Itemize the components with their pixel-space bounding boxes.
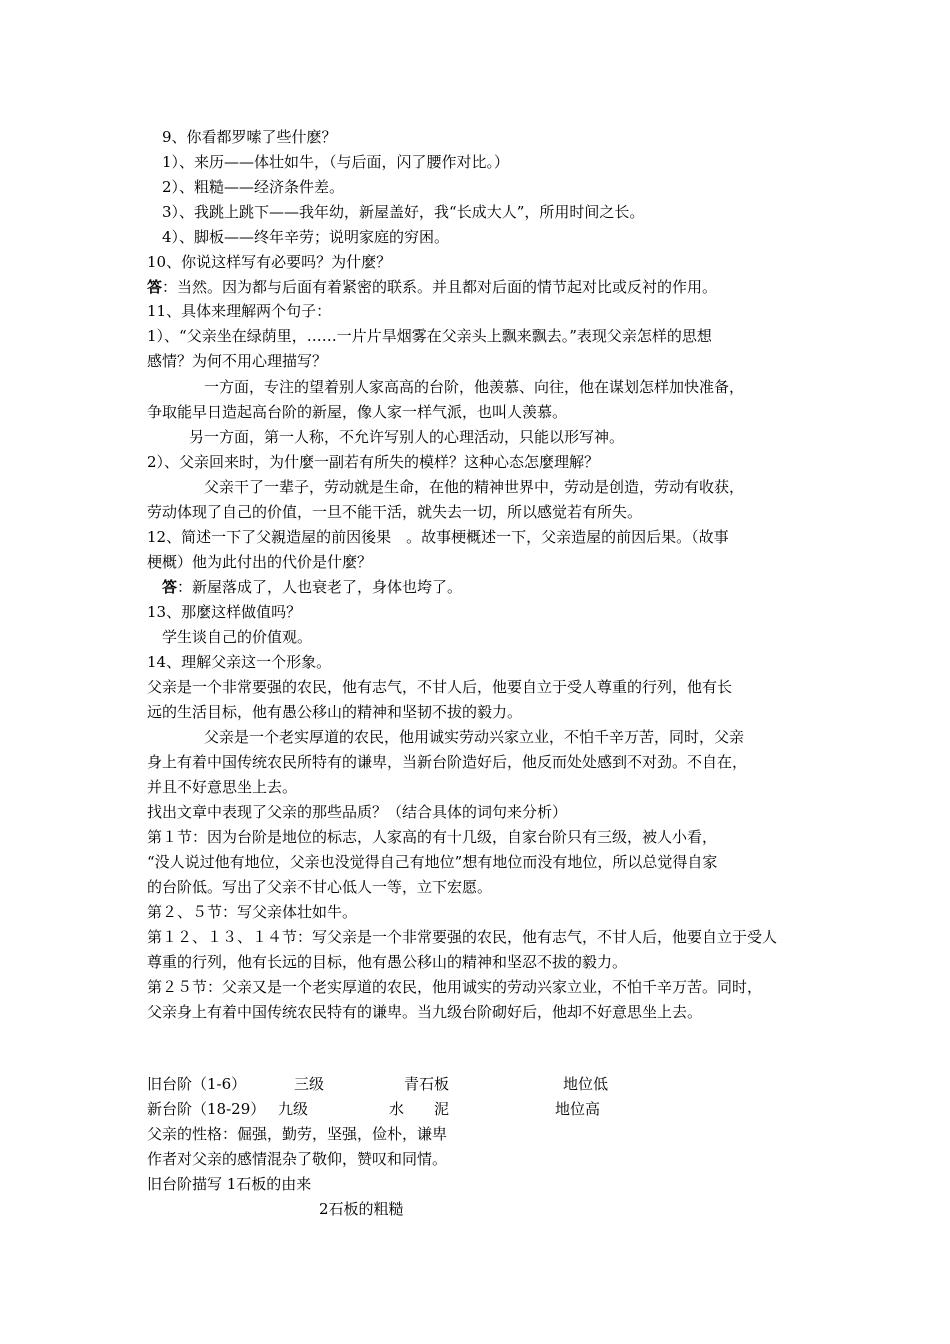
q12-answer xyxy=(162,578,462,596)
q11-s1-answer-line1: 一方面，专注的望着别人家高高的台阶，他羡慕、向往，他在谋划怎样加快准备， xyxy=(204,378,745,396)
q14-p2-line2: 身上有着中国传统农民所特有的谦卑，当新台阶造好后，他反而处处感到不对劲。不自在， xyxy=(147,753,748,771)
q11-s2-answer-line2: 劳动体现了自己的价值，一旦不能干活，就失去一切，所以感觉若有所失。 xyxy=(147,503,643,521)
q9-title: 9、你看都罗嗦了些什麽？ xyxy=(162,128,337,146)
answer-label: 答 xyxy=(147,278,163,296)
analysis-s1-line1: 第１节：因为台阶是地位的标志，人家高的有十几级，自家台阶只有三级，被人小看， xyxy=(147,828,718,846)
old-steps-material: 青石板 xyxy=(404,1075,450,1093)
analysis-s1-line3: 的台阶低。写出了父亲不甘心低人一等，立下宏愿。 xyxy=(147,878,493,896)
analysis-s4-line1: 第２５节：父亲又是一个老实厚道的农民，他用诚实的劳动兴家立业，不怕千辛万苦。同时， xyxy=(147,978,763,996)
old-desc-line1: 旧台阶描写 1石板的由来 xyxy=(147,1175,312,1193)
q12-line2: 梗概）他为此付出的代价是什麼？ xyxy=(147,553,373,571)
summary-feeling: 作者对父亲的感情混杂了敬仰，赞叹和同情。 xyxy=(147,1150,448,1168)
analysis-title: 找出文章中表现了父亲的那些品质？（结合具体的词句来分析） xyxy=(147,803,568,821)
new-steps-status: 地位高 xyxy=(555,1100,601,1118)
analysis-s1-line2: “没人说过他有地位，父亲也没觉得自己有地位”想有地位而没有地位，所以总觉得自家 xyxy=(147,853,718,871)
new-steps-material: 水 泥 xyxy=(389,1100,450,1118)
answer-label: 答 xyxy=(162,578,178,596)
q10-answer xyxy=(147,278,717,296)
q11-s1-answer-b: 另一方面，第一人称，不允许写别人的心理活动，只能以形写神。 xyxy=(189,428,625,446)
q11-s2-line1: 2）、父亲回来时，为什麼一副若有所失的模样？这种心态怎麼理解？ xyxy=(147,453,600,471)
analysis-s4-line2: 父亲身上有着中国传统农民特有的谦卑。当九级台阶砌好后，他却不好意思坐上去。 xyxy=(147,1003,703,1021)
q14-p2-line3: 并且不好意思坐上去。 xyxy=(147,778,298,796)
q13-answer: 学生谈自己的价值观。 xyxy=(162,628,313,646)
analysis-s2: 第２、５节：写父亲体壮如牛。 xyxy=(147,903,358,921)
answer-text: ：新屋落成了，人也衰老了，身体也垮了。 xyxy=(177,578,463,596)
q11-s1-answer-line2: 争取能早日造起高台阶的新屋，像人家一样气派，也叫人羡慕。 xyxy=(147,403,568,421)
summary-character: 父亲的性格：倔强，勤劳，坚强，俭朴，谦卑 xyxy=(147,1125,448,1143)
answer-text: ：当然。因为都与后面有着紧密的联系。并且都对后面的情节起对比或反衬的作用。 xyxy=(162,278,718,296)
q13-title: 13、那麼这样做值吗？ xyxy=(147,603,302,621)
q9-item-2: 2）、粗糙——经济条件差。 xyxy=(162,178,345,196)
new-steps-count: 九级 xyxy=(278,1100,309,1118)
q11-s2-answer-line1: 父亲干了一辈子，劳动就是生命，在他的精神世界中，劳动是创造，劳动有收获， xyxy=(204,478,745,496)
analysis-s3-line1: 第１２、１３、１４节：写父亲是一个非常要强的农民，他有志气，不甘人后，他要自立于受人 xyxy=(147,928,778,946)
q14-p1-line2: 远的生活目标，他有愚公移山的精神和坚韧不拔的毅力。 xyxy=(147,703,523,721)
q10-title: 10、你说这样写有必要吗？为什麼？ xyxy=(147,253,392,271)
q11-s1-line1: 1）、“父亲坐在绿荫里，……一片片旱烟雾在父亲头上飘来飘去。”表现父亲怎样的思想 xyxy=(147,327,712,345)
q9-item-1: 1）、来历——体壮如牛，（与后面，闪了腰作对比。） xyxy=(162,153,510,171)
new-steps-label: 新台阶（18-29） xyxy=(147,1100,266,1118)
q9-item-4: 4）、脚板——终年辛劳；说明家庭的穷困。 xyxy=(162,228,450,246)
q14-p2-line1: 父亲是一个老实厚道的农民，他用诚实劳动兴家立业，不怕千辛万苦，同时，父亲 xyxy=(204,728,745,746)
q14-title: 14、理解父亲这一个形象。 xyxy=(147,653,332,671)
q9-item-3: 3）、我跳上跳下——我年幼，新屋盖好，我“长成大人”，所用时间之长。 xyxy=(162,203,645,221)
q12-line1: 12、简述一下了父親造屋的前因後果 。故事梗概述一下，父亲造屋的前因后果。（故事 xyxy=(147,528,729,546)
old-steps-label: 旧台阶（1-6） xyxy=(147,1075,247,1093)
old-steps-status: 地位低 xyxy=(563,1075,609,1093)
q11-s1-line2: 感情？为何不用心理描写？ xyxy=(147,352,328,370)
q14-p1-line1: 父亲是一个非常要强的农民，他有志气，不甘人后，他要自立于受人尊重的行列，他有长 xyxy=(147,678,733,696)
old-desc-line2: 2石板的粗糙 xyxy=(319,1200,404,1218)
old-steps-count: 三级 xyxy=(294,1075,325,1093)
analysis-s3-line2: 尊重的行列，他有长远的目标，他有愚公移山的精神和坚忍不拔的毅力。 xyxy=(147,953,628,971)
q11-title: 11、具体来理解两个句子： xyxy=(147,302,332,320)
